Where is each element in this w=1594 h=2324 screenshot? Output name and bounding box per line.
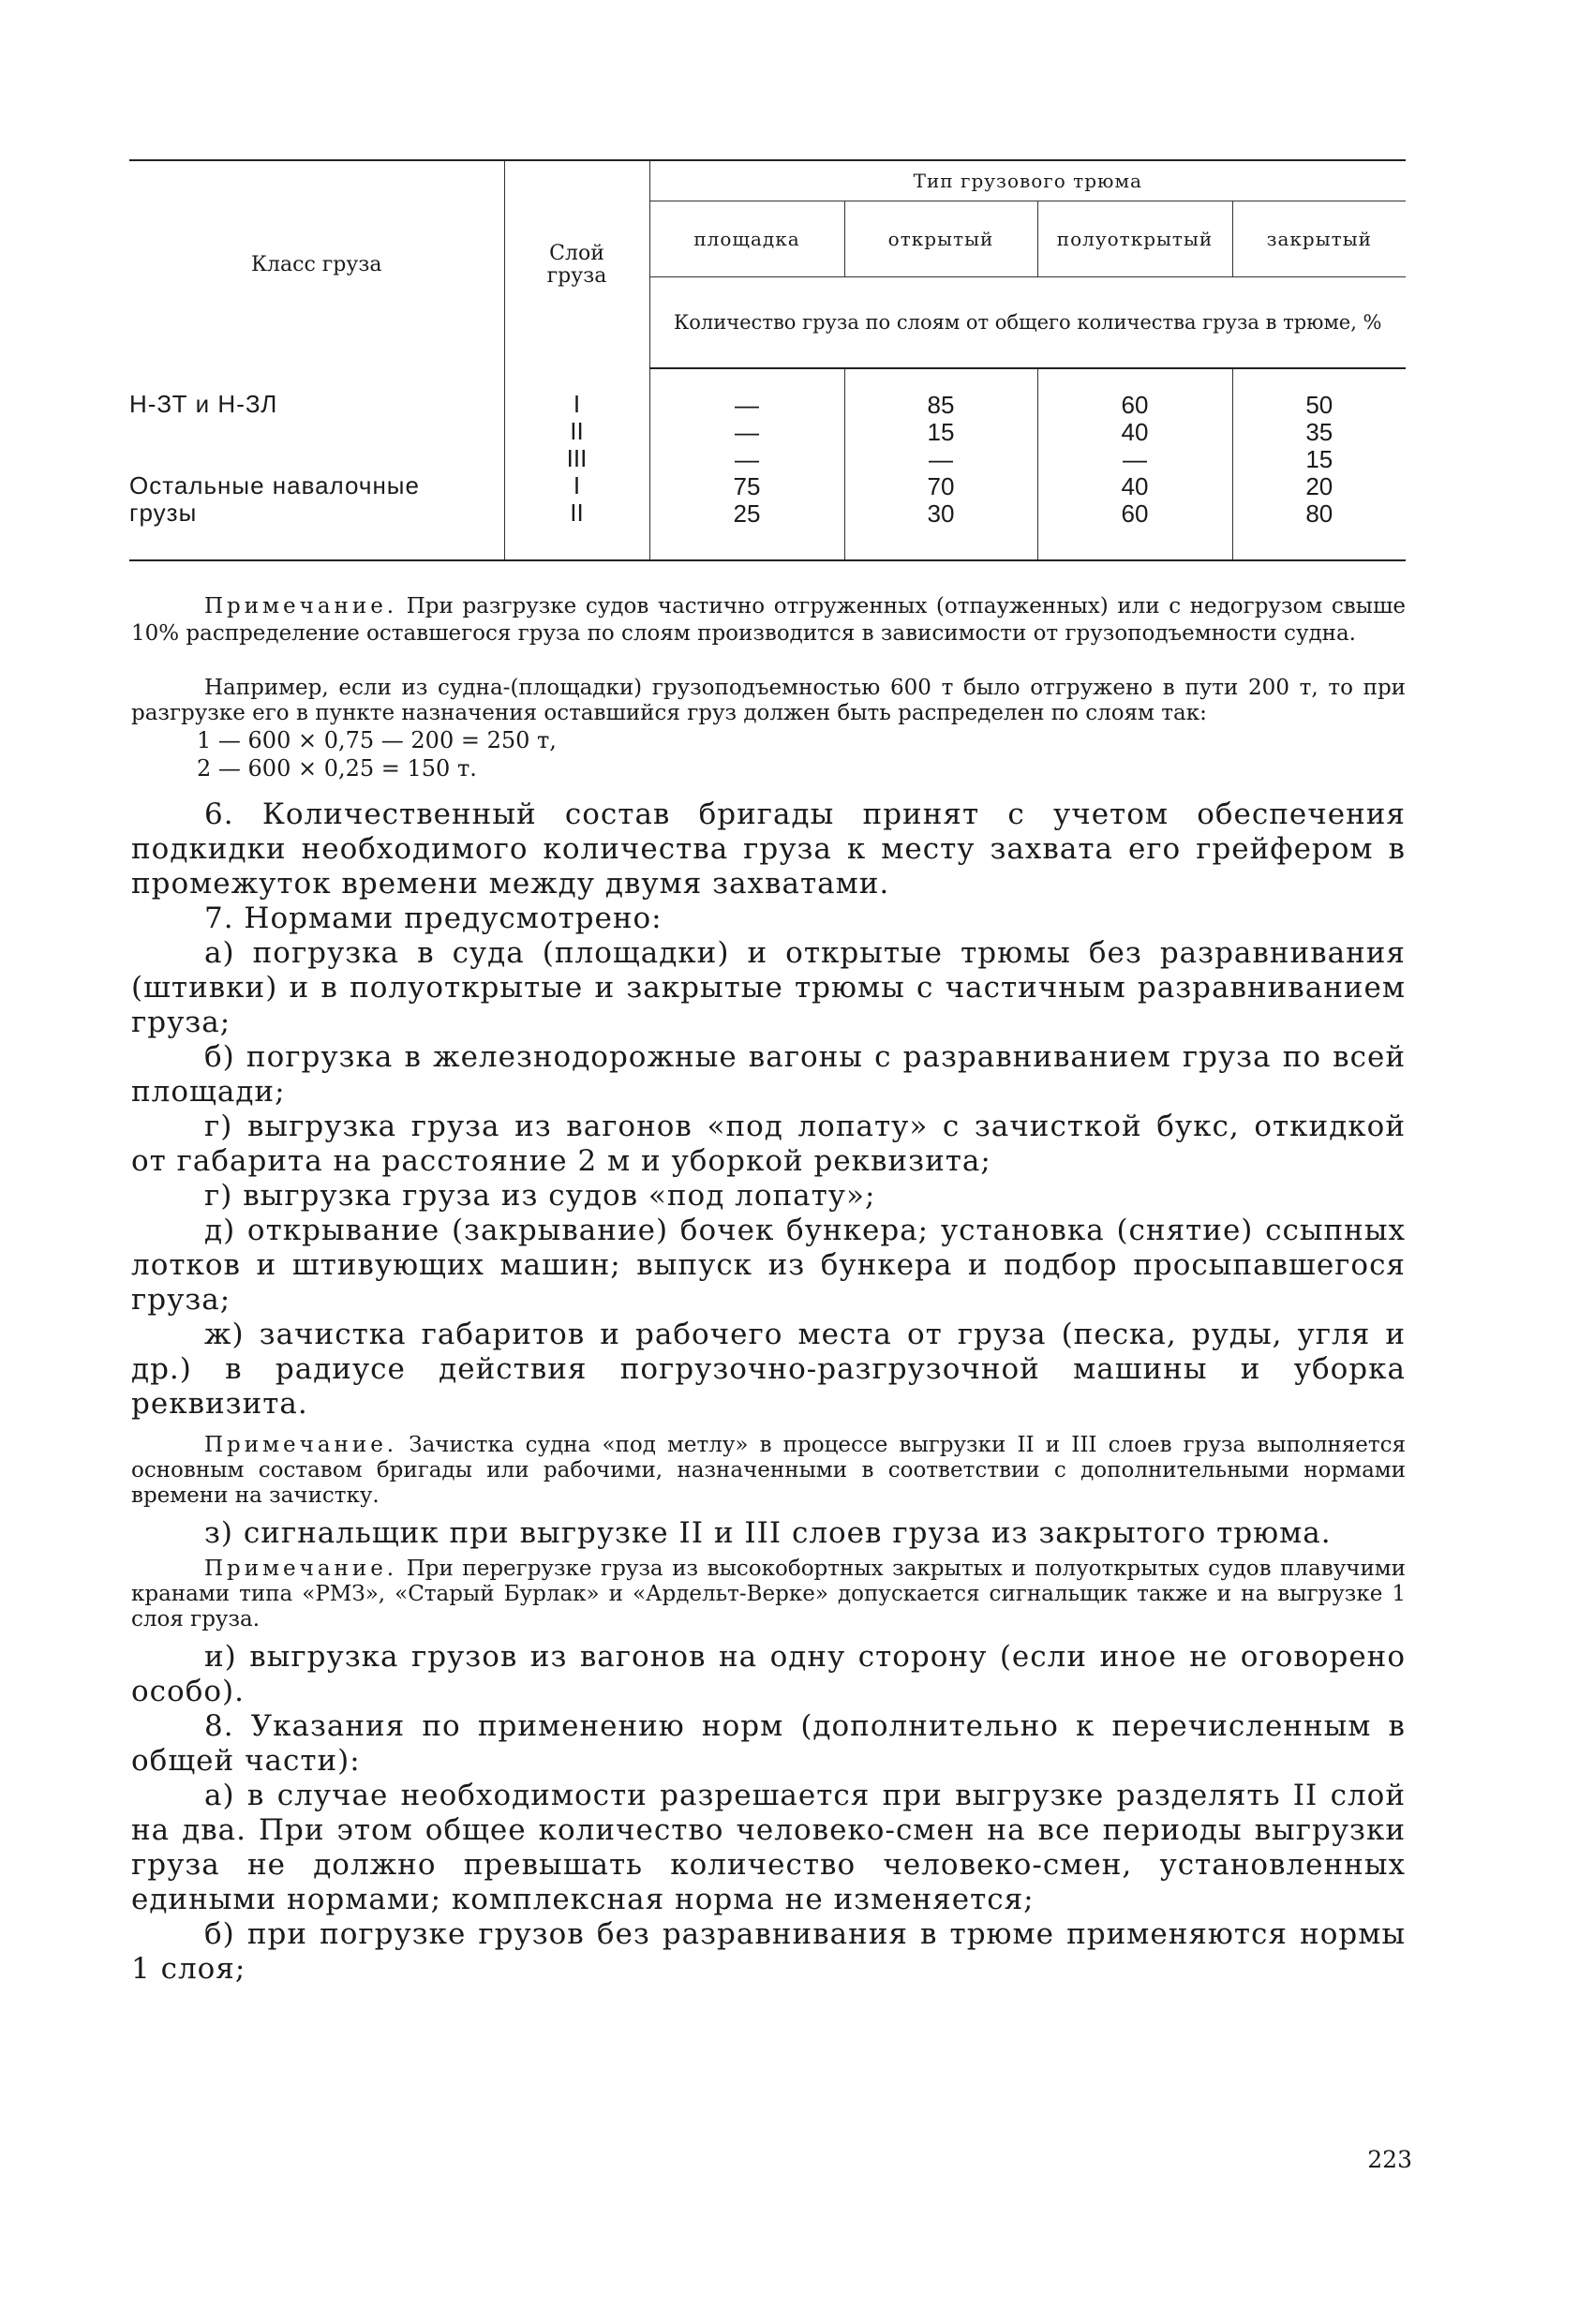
example-paragraph: Например, если из судна-(площадки) грузоподъемностью 600 т было отгружено в пути 200 т, то при разгрузке его в пункте назначения оставшийся груз должен быть распределен по слоям так: — [131, 676, 1406, 725]
item-a: а) погрузка в суда (площадки) и открытые трюмы без разравнивания (штивки) и в полуоткрытые и закрытые трюмы с частичным разравниванием груза; — [131, 936, 1406, 1039]
item-b: б) погрузка в железнодорожные вагоны с разравниванием груза по всей площади; — [131, 1040, 1406, 1109]
layer-value: II — [570, 499, 584, 527]
platform-value: — — [735, 445, 759, 473]
note-label: Примечание. — [204, 1557, 398, 1581]
header-hold-type: Тип грузового трюма — [649, 160, 1406, 201]
header-cargo-class: Класс груза — [129, 160, 504, 368]
note-text: Зачистка судна «под метлу» в процессе выгрузки II и III слоев груза выполняется основным составом бригады или рабочими, назначенными в соответствии с дополнительными нормами времени на зачистку. — [131, 1433, 1406, 1508]
header-quantity: Количество груза по слоям от общего количества груза в трюме, % — [649, 277, 1406, 369]
semi-open-value: 40 — [1121, 472, 1149, 500]
closed-value: 35 — [1305, 418, 1333, 446]
header-type-closed: закрытый — [1232, 201, 1406, 277]
note-text: При перегрузке груза из высокобортных закрытых и полуоткрытых судов плавучими кранами типа «РМЗ», «Старый Бурлак» и «Ардельт-Верке» допускается сигнальщик также и на выгрузке 1 слоя груза. — [131, 1557, 1406, 1631]
item-d: д) открывание (закрывание) бочек бункера; установка (снятие) ссыпных лотков и штивующих машин; выпуск из бункера и подбор просыпавшегося груза; — [131, 1214, 1406, 1317]
header-layer-line2: груза — [546, 263, 607, 288]
calc-line-2: 2 — 600 × 0,25 = 150 т. — [197, 755, 477, 782]
note-partial-unload — [131, 593, 1406, 648]
layer-value: I — [573, 471, 581, 499]
platform-value: 25 — [733, 499, 761, 528]
column-open — [844, 368, 1037, 560]
open-value: 70 — [927, 472, 955, 500]
header-type-open: открытый — [844, 201, 1037, 277]
column-closed — [1232, 368, 1406, 560]
platform-value: 75 — [733, 472, 761, 500]
platform-value: — — [735, 418, 759, 446]
item-8-b: б) при погрузке грузов без разравнивания в трюме применяются нормы 1 слоя; — [131, 1917, 1406, 1986]
item-z: з) сигнальщик при выгрузке II и III слоев груза из закрытого трюма. — [204, 1516, 1332, 1550]
column-cargo-class — [129, 368, 504, 560]
note-text: При разгрузке судов частично отгруженных (отпауженных) или с недогрузом свыше 10% распределение оставшегося груза по слоям производится в зависимости от грузоподъемности судна. — [131, 594, 1406, 646]
item-8-a: а) в случае необходимости разрешается при выгрузке разделять II слой на два. При этом общее количество человеко-смен на все периоды выгрузки груза не должно превышать количество человеко-смен, установленных едиными нормами; комплексная норма не изменяется; — [131, 1779, 1406, 1916]
note-label: Примечание. — [204, 1433, 398, 1457]
cargo-class-other-cont: грузы — [129, 499, 198, 527]
note-signalman — [131, 1557, 1406, 1632]
closed-value: 50 — [1305, 391, 1333, 419]
header-type-platform: площадка — [649, 201, 844, 277]
note-sweeping — [131, 1433, 1406, 1509]
paragraph-6: 6. Количественный состав бригады принят с учетом обеспечения подкидки необходимого количества груза к месту захвата его грейфером в промежуток времени между двумя захватами. — [131, 797, 1406, 901]
paragraph-7: 7. Нормами предусмотрено: — [204, 901, 663, 935]
paragraph-8: 8. Указания по применению норм (дополнительно к перечисленным в общей части): — [131, 1709, 1406, 1778]
cargo-class-other: Остальные навалочные — [129, 471, 420, 499]
column-semi-open — [1037, 368, 1232, 560]
item-g-wagons: г) выгрузка груза из вагонов «под лопату» с зачисткой букс, откидкой от габарита на расстояние 2 м и уборкой реквизита; — [131, 1110, 1406, 1178]
open-value: 15 — [927, 418, 955, 446]
header-type-semi-open: полуоткрытый — [1037, 201, 1232, 277]
layer-value: III — [566, 444, 588, 472]
calc-line-1: 1 — 600 × 0,75 — 200 = 250 т, — [197, 727, 557, 753]
note-label: Примечание. — [204, 594, 398, 618]
open-value: 85 — [927, 391, 955, 419]
item-zh: ж) зачистка габаритов и рабочего места от груза (песка, руды, угля и др.) в радиусе действия погрузочно-разгрузочной машины и уборка реквизита. — [131, 1318, 1406, 1421]
open-value: — — [929, 445, 953, 473]
semi-open-value: 60 — [1121, 499, 1149, 528]
header-layer — [504, 160, 649, 368]
column-layer — [504, 368, 649, 560]
item-i: и) выгрузка грузов из вагонов на одну сторону (если иное не оговорено особо). — [131, 1640, 1406, 1708]
semi-open-value: 60 — [1121, 391, 1149, 419]
layer-value: II — [570, 417, 584, 445]
semi-open-value: — — [1123, 445, 1147, 473]
closed-value: 80 — [1305, 499, 1333, 528]
header-layer-line1: Слой — [549, 241, 604, 265]
table-body-row — [129, 368, 1406, 560]
closed-value: 15 — [1305, 445, 1333, 473]
document-page — [131, 159, 1406, 1987]
semi-open-value: 40 — [1121, 418, 1149, 446]
page-number: 223 — [1367, 2146, 1412, 2173]
cargo-class-nzt: Н-ЗТ и Н-ЗЛ — [129, 390, 278, 418]
platform-value: — — [735, 391, 759, 419]
column-platform — [649, 368, 844, 560]
closed-value: 20 — [1305, 472, 1333, 500]
layer-value: I — [573, 390, 581, 418]
item-g-ships: г) выгрузка груза из судов «под лопату»; — [204, 1179, 876, 1213]
cargo-layer-table — [129, 159, 1406, 561]
open-value: 30 — [927, 499, 955, 528]
